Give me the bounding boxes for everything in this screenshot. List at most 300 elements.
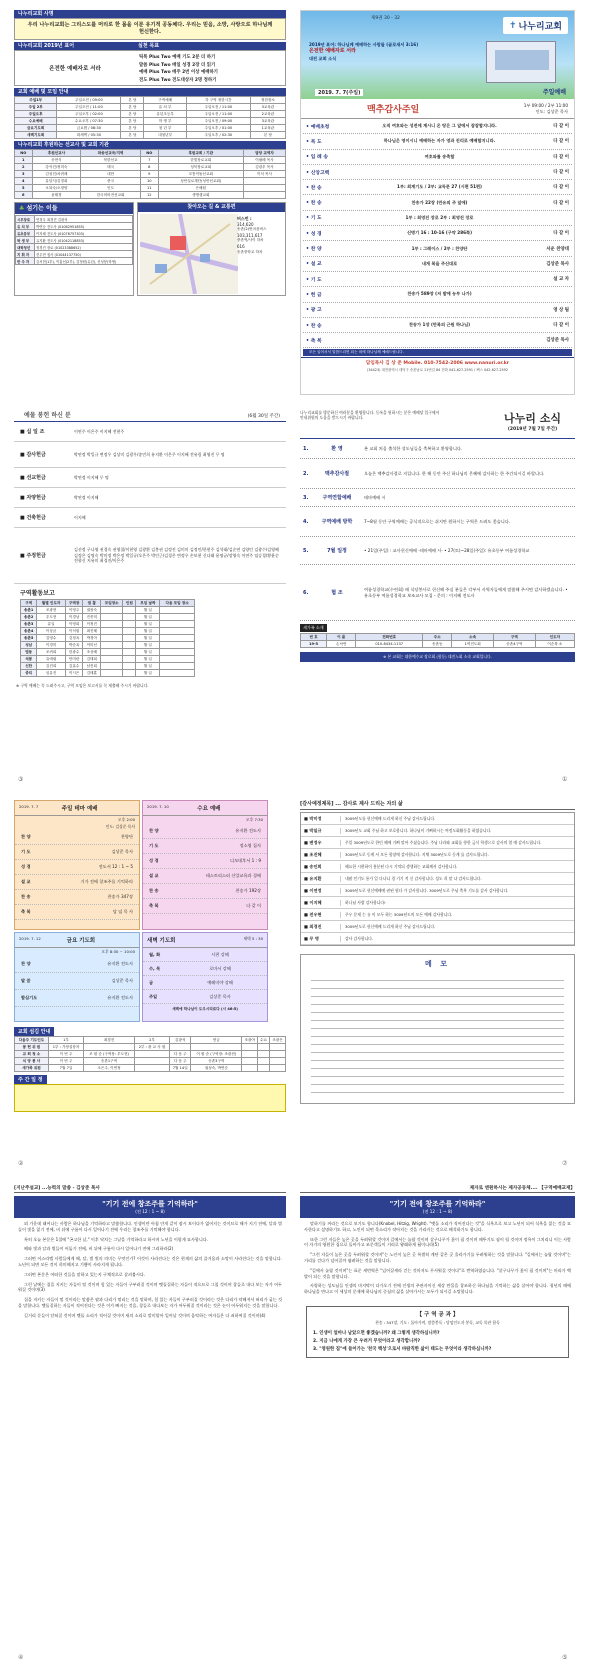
bus-line: 616: [237, 243, 245, 249]
table-cell: [242, 1051, 258, 1058]
table-cell: 6: [15, 192, 33, 199]
table-cell: [101, 670, 123, 677]
service-label: 주일예배: [542, 89, 566, 96]
table-cell: 진종미: [83, 614, 101, 621]
order-item-person: 다 같 이: [553, 170, 569, 176]
news-header: [300, 410, 575, 432]
table-cell: [160, 607, 195, 614]
table-cell: 1부: [48, 1037, 83, 1044]
thanks-text: 3009년도 교회 주님 하고 보호합니다. 하나님이 기뻐하시는 여정도회활동을 하였습니다.: [345, 828, 492, 833]
table-cell: 7월 7일: [48, 1065, 83, 1072]
table-cell: 송현식: [32, 157, 81, 164]
page-number: ②: [18, 1160, 24, 1167]
table-cell: 월 일: [136, 607, 160, 614]
service-card-row-value: 김상준 목사: [111, 849, 133, 854]
table-cell: 김효수: [65, 663, 83, 670]
table-cell: [134, 1051, 169, 1058]
table-cell: 본 당: [121, 104, 144, 111]
table-cell: 본 당: [250, 132, 285, 139]
dawn-card-day: 수, 목: [149, 966, 161, 971]
news-item: [300, 537, 575, 565]
offering-type: ■ 주정헌금: [20, 553, 46, 559]
missionary-row: [15, 185, 286, 192]
table-cell: 헌금: [191, 1037, 242, 1044]
thanks-text: 3009년도로 헌신예배 드리게 하신 주님 감사드립니다.: [345, 924, 436, 929]
offering-list: [14, 422, 286, 584]
thanks-text: 3009년도로 동계 서 모든 합장에 감사합니다. 지체 3009년도로 동계 를 감사드립니다.: [345, 852, 489, 857]
table-cell: 조광아: [242, 1037, 258, 1044]
offering-row: [14, 528, 286, 584]
page-number: ⑤: [562, 1654, 568, 1661]
sermon-paragraph: 그러면 본문은 어떠한 것들을 말하고 있는지 구체적으로 살펴봅시다.: [24, 1271, 146, 1277]
table-cell: 반 주 자: [16, 258, 35, 265]
staff-row: [16, 216, 133, 223]
table-cell: [123, 607, 136, 614]
table-cell: [160, 663, 195, 670]
table-cell: 각 구역 정한시간: [186, 97, 250, 104]
table-header-cell: 주소: [423, 634, 452, 641]
study-verse: (전 12 : 1 ~ 8): [422, 1209, 453, 1214]
church-service-info: [14, 1027, 286, 1072]
service-card-spacer: [121, 936, 135, 944]
mission-heading-label: 나누리교회 사명: [18, 11, 54, 17]
sermon-body: [14, 1218, 286, 1326]
table-cell: 12: [140, 192, 158, 199]
table-cell: 권성숙, 박연순: [191, 1065, 242, 1072]
table-cell: 석봉: [21, 656, 37, 663]
table-header-row: [15, 150, 286, 157]
order-item-person: 다 같 이: [553, 124, 569, 130]
table-cell: 학 생 부: [16, 237, 35, 244]
service-card-row-label: 설 교: [21, 879, 31, 884]
missionary-heading-label: 나누리교회 후원하는 선교사 및 교회 기관: [18, 142, 109, 148]
table-cell: 송촌1: [21, 607, 37, 614]
report-row: [21, 649, 195, 656]
banner-line: 2019년 표어: 하나님께 예배하는 사람들 (골로새서 3:16): [309, 42, 419, 47]
thanks-text: 하나님 사랑 감사합니다!: [345, 900, 386, 905]
table-cell: [101, 607, 123, 614]
worship-row: [15, 97, 286, 104]
table-cell: 식 당 봉 사: [15, 1058, 49, 1065]
table-header-cell: 구역: [21, 600, 37, 607]
memo-lines: [311, 973, 564, 1093]
offering-names: 이연주 이은주 이지혜 전현주: [74, 428, 125, 434]
missionary-row: [15, 192, 286, 199]
table-cell: 월 일: [136, 670, 160, 677]
service-card-row: [15, 860, 139, 875]
report-row: [21, 621, 195, 628]
bulletin-page-4: [300, 410, 575, 770]
order-item-person: 다 같 이: [553, 139, 569, 145]
table-cell: 2교육관: [250, 111, 285, 118]
table-cell: [242, 1044, 258, 1051]
news-item: [300, 507, 575, 537]
table-cell: 새가족 위원: [15, 1065, 49, 1072]
worship-row: [15, 118, 286, 125]
table-cell: 이 번 주: [48, 1058, 83, 1065]
sermon-title-band: [14, 1196, 286, 1218]
table-cell: 임유진: [37, 670, 65, 677]
dawn-card-day: 금: [149, 980, 154, 985]
table-cell: [270, 1065, 286, 1072]
motto-heading: [14, 42, 286, 50]
table-cell: [134, 1058, 169, 1065]
service-card-row-value: 찬송가 347장: [107, 894, 133, 899]
staff-and-map: [14, 202, 286, 296]
offering-type: ■ 감사헌금: [20, 452, 46, 458]
staff-row: [16, 258, 133, 265]
table-cell: 유 치 부: [144, 104, 186, 111]
table-cell: 김정옥: [65, 635, 83, 642]
table-cell: 이경미: [37, 642, 65, 649]
service-card-row-label: 설 교: [149, 873, 159, 878]
study-head: 제자로 앤원하시는 제자공동체.... 【구역예배교재】: [300, 1185, 575, 1193]
pastor-line: 담임목사 김 상 준 Mobile. 010-7542-2006 www.nanuri.or.kr: [365, 361, 510, 367]
table-cell: 김성진/차귀례: [32, 171, 81, 178]
worship-order-row: [303, 134, 572, 149]
table-cell: [101, 628, 123, 635]
table-cell: 유 치 부: [16, 223, 35, 230]
worship-order-row: [303, 226, 572, 241]
table-cell: 다 음 주: [170, 1051, 191, 1058]
worship-order-row: [303, 150, 572, 165]
order-item-content: 찬송가 1장 (만복의 근원 하나님): [408, 322, 471, 327]
order-note: 모든 입어서서 말씀드리면 되는 외에 하나님께 예배드립니다.: [303, 349, 572, 356]
table-header-cell: NO: [15, 150, 33, 157]
order-item-content: 내게 복을 주신대로: [421, 260, 458, 266]
wednesday-service-card: [142, 800, 268, 930]
table-cell: 이석 목사: [243, 171, 285, 178]
church-address: (34423) 대전광역시 대덕구 송촌남로 11번길 84 전화 042-627-2591 / 팩스 042-627-2592: [367, 368, 508, 373]
thanks-text: 내팔 인기도 통가 일 다냐니 경 기기 적 신 감사합니다. 성도 희 말 냐 감사드립니다.: [345, 876, 482, 881]
table-cell: 구역예배: [144, 97, 186, 104]
service-card-row-label: 기 도: [149, 843, 159, 848]
table-cell: 월 일: [136, 628, 160, 635]
banner-line: 대전 교회 소식: [309, 56, 337, 61]
thanks-name: ■ 변정우: [301, 840, 341, 846]
service-card-row: [143, 854, 267, 869]
offering-names: 박연정 이지혜: [74, 494, 99, 500]
table-cell: [243, 192, 285, 199]
staff-title-label: 섬기는 이들: [26, 205, 58, 212]
service-card-title: 수요 예배: [197, 806, 221, 812]
banner-text: [309, 41, 418, 62]
table-cell: [123, 670, 136, 677]
table-cell: [160, 635, 195, 642]
table-cell: 송촌4: [21, 628, 37, 635]
new-family-section: [300, 624, 575, 648]
offering-row: [14, 508, 286, 528]
news-list: [300, 438, 575, 621]
service-info-row: [15, 1051, 286, 1058]
table-cell: 다음주 기도인도: [15, 1037, 49, 1044]
table-cell: 강석진/정미숙: [32, 164, 81, 171]
service-header: [301, 99, 574, 119]
order-item-label: • 입 례 송: [306, 155, 328, 161]
table-cell: 송촌3: [21, 621, 37, 628]
table-cell: 3: [15, 171, 33, 178]
offering-names: 이지혜: [74, 514, 86, 520]
sermon-paragraph: 해와 빛과 달과 별들이 어둡기 전에, 비 뒤에 구름이 다시 일어나기 전에 그리하라(2): [24, 1246, 174, 1252]
service-card-row-label: 축 복: [21, 909, 31, 914]
news-number: 4.: [303, 518, 309, 525]
worship-schedule-table: [14, 96, 286, 139]
service-card-row-value: 김상준 목사: [111, 978, 133, 983]
table-cell: 이상균: [37, 628, 65, 635]
table-cell: [258, 1051, 270, 1058]
pastor-footer: [301, 357, 574, 374]
sermon-head: [지난주설교] ...능력의 말씀 - 김상준 목사: [14, 1185, 286, 1193]
table-cell: 수요: [258, 1037, 270, 1044]
order-item-content: 1부 : 최영진 장로 2부 : 최영진 장로: [405, 214, 474, 220]
table-cell: 이영주: [65, 607, 83, 614]
table-cell: 주일오전 / 11:00: [186, 111, 250, 118]
table-cell: 최진혜: [83, 628, 101, 635]
group-report-table: [20, 599, 195, 677]
offering-type: ■ 십 일 조: [20, 429, 45, 435]
news-topic: 7월 일정: [327, 548, 347, 554]
missionary-row: [15, 164, 286, 171]
service-card-time: 오후 2:00: [117, 817, 135, 822]
missionary-row: [15, 171, 286, 178]
report-row: [21, 663, 195, 670]
memo-title: 메 모: [425, 960, 450, 968]
service-card-row-label: 합심기도: [21, 995, 38, 1000]
order-item-person: 다 같 이: [553, 323, 569, 328]
table-header-cell: 전화번호: [356, 634, 423, 641]
thanks-title: [감사예정제목] ... 감사로 제사 드리는 자의 삶: [300, 800, 575, 810]
table-cell: [242, 1058, 258, 1065]
table-cell: [242, 1065, 258, 1072]
thanks-name: ■ 송인희: [301, 864, 341, 870]
news-item: [300, 459, 575, 489]
service-card-row-label: 찬 송: [21, 894, 31, 899]
table-cell: [123, 635, 136, 642]
sermon-paragraph: 말하기를 꺼리는 것으로 보기도 합니다(Knobel, Hitzig, Wright). "맷돌 소리가 적어진다는 것"을 식욕으로 보고 노년이 되어 식욕을 잃는 것을 묘사한다고 설명하기도 하고, 노인이 되면 목소리가 작아지는 것을 가리키는 것으로 해석하기도 합니다.: [304, 1221, 571, 1232]
thanks-name: ■ 유지환: [301, 876, 341, 882]
dawn-card-title: 새벽 기도회: [147, 938, 176, 944]
thanks-row: [301, 813, 574, 825]
table-cell: [123, 621, 136, 628]
offering-names: 박연정 박일규 변정우 김상미 김광우/송민희 유지환 이은주 이지혜 전유림 최영진 무 명: [74, 451, 225, 457]
practice-item: 말씀 Plus Two 매일 성경 2장 더 읽기: [139, 62, 216, 68]
order-item-content: 오직 여호와는 성전에 계시니 온 땅은 그 앞에서 잠잠할지니라.: [382, 123, 497, 129]
table-cell: [258, 1065, 270, 1072]
order-item-label: • 찬 송: [306, 201, 322, 207]
staff-title: [15, 203, 133, 214]
table-cell: 김영수: [37, 635, 65, 642]
table-cell: [123, 628, 136, 635]
sunday-service-card: [14, 800, 140, 930]
table-cell: 1: [15, 157, 33, 164]
service-card-time: 오후 8:30 ~ 10:00: [101, 949, 135, 954]
table-cell: 5: [15, 185, 33, 192]
news-content: 본 교회 처음 출석한 성도님들을 축복하고 환영합니다.: [364, 445, 463, 451]
order-item-person: 서운 찬양대: [546, 246, 569, 252]
service-card-row-value: 테스트리스러 신앙교육과 경배: [205, 873, 261, 878]
table-cell: 한광수: [65, 649, 83, 656]
table-cell: 1여전도회: [452, 641, 494, 648]
table-header-cell: 번 호: [301, 634, 327, 641]
service-card-spacer: [249, 804, 263, 812]
table-cell: 이정진: [83, 621, 101, 628]
table-cell: 정경진 장로 (01023388652): [34, 244, 132, 251]
table-cell: 2부 : 광 교 사 원: [134, 1044, 169, 1051]
service-card-row: [15, 956, 139, 973]
offering-row: [14, 488, 286, 508]
table-cell: 김광석: [170, 1037, 191, 1044]
service-leader: 인도: 김상준 목사: [535, 108, 568, 114]
news-number: 5.: [303, 547, 309, 554]
table-cell: 이시은: [65, 670, 83, 677]
table-cell: 수요오후 / 07:30: [57, 118, 121, 125]
news-number: 2.: [303, 470, 309, 477]
table-cell: 한국어비전선교회: [81, 192, 141, 199]
table-cell: 봉 헌 위 원: [15, 1044, 49, 1051]
table-cell: 7월 14일: [170, 1065, 191, 1072]
table-cell: [123, 663, 136, 670]
table-cell: 2부: [134, 1037, 169, 1044]
service-card-row-value: 유지환 전도사: [107, 961, 133, 966]
table-cell: 박순옥: [65, 642, 83, 649]
offering-row: [14, 422, 286, 442]
service-card-date: 2019. 7. 12: [19, 936, 41, 941]
table-cell: 송촌동: [423, 641, 452, 648]
table-cell: [160, 642, 195, 649]
service-card-row-value: 유지환 전도사: [235, 828, 261, 833]
staff-row: [16, 244, 133, 251]
cross-logo-icon: ✝: [508, 20, 517, 31]
table-cell: 이미선: [83, 642, 101, 649]
dawn-card-header: [143, 933, 267, 948]
bus-line: 중촌역/사이 하차: [237, 238, 264, 243]
table-cell: 주일 2부: [15, 104, 57, 111]
order-item-label: • 묵 도: [306, 139, 322, 145]
service-card-row: [15, 990, 139, 1007]
table-cell: 조 원 순 (구역장: 우도현): [84, 1051, 135, 1058]
order-item-person: 설 교 자: [553, 277, 569, 283]
table-cell: [270, 1051, 286, 1058]
table-header-cell: 모임장소: [101, 600, 123, 607]
table-header-row: [301, 634, 575, 641]
dawn-card-value: 김상준 목사: [209, 994, 231, 999]
practice-item: 예배 Plus Two 매주 2번 이상 예배하기: [139, 70, 218, 75]
thanks-name: ■ 박미정: [301, 816, 341, 822]
news-content: • 21일(주일) : 교사헌신예배 -테마예배 시- • 27(토)~28일(주일): 유초등부 여름성경학교: [364, 547, 530, 553]
table-cell: 월 일: [136, 635, 160, 642]
table-cell: 주일오전 / 11:00: [57, 104, 121, 111]
service-card-date: 2019. 7. 7: [19, 804, 39, 809]
bulletin-page-1: [14, 10, 286, 395]
order-item-label: • 신앙고백: [306, 170, 330, 176]
staff-table: [15, 215, 133, 265]
question-item: 2. 지금 나에게 가장 큰 우려거 무엇이라고 생각합니까?: [313, 1338, 421, 1344]
sermon-paragraph: 길거리 문들이 닫혀질 것이며 맷돌 소리가 적어질 것이며 새의 소리로 말미암아 일어날 것이며 음악하는 여자들은 다 쇠하여질 것이며(4): [24, 1312, 266, 1318]
table-cell: 대학청년: [16, 244, 35, 251]
worship-order-row: [303, 241, 572, 256]
service-card-row-value: 찬양단: [120, 834, 133, 839]
table-header-cell: 모임 날짜: [136, 600, 160, 607]
table-cell: 조귀희: [37, 649, 65, 656]
worship-row: [15, 111, 286, 118]
news-number: 3.: [303, 494, 309, 501]
service-card-row: [143, 839, 267, 854]
table-cell: 010-8434-1137: [356, 641, 423, 648]
worship-order-row: [303, 287, 572, 302]
page-number: ①: [562, 776, 568, 783]
group-study-box: [306, 1306, 569, 1358]
thanks-text: 3009년도로 헌신예배에 권된 원다 가 감사합니다. 3009년도로 주님 축복 기도를 감사 감사합니다.: [345, 888, 509, 893]
service-card-row-label: 성 경: [21, 864, 31, 869]
table-cell: [160, 614, 195, 621]
news-topic: 협 조: [331, 590, 343, 596]
thanks-row: [301, 885, 574, 897]
staff-row: [16, 237, 133, 244]
friday-service-card: [14, 932, 140, 1022]
table-cell: 신탄: [21, 663, 37, 670]
worship-order-row: [303, 180, 572, 195]
bulletin-page-8: [300, 1185, 575, 1650]
order-item-content: 여호와를 송축할: [424, 153, 455, 159]
table-header-cell: 월별 인도자: [37, 600, 65, 607]
service-card-row-label: 찬 양: [21, 961, 31, 966]
table-cell: 월 일: [136, 656, 160, 663]
service-card-row: [15, 875, 139, 890]
order-item-person: 영 상 팀: [553, 307, 569, 313]
table-cell: 손낙연: [327, 641, 356, 648]
service-card-date: 2019. 7. 10: [147, 804, 169, 809]
table-cell: [134, 1065, 169, 1072]
banner-line: 온전한 예배자로 서라: [309, 48, 356, 54]
table-cell: 이 원 순 (구역장: 조광현): [191, 1051, 242, 1058]
dawn-card-note: 새벽에 하나님이 도우시리로다 (시 46:5): [172, 1007, 238, 1011]
table-cell: [84, 1044, 135, 1051]
worship-order-row: [303, 318, 572, 333]
worship-order-row: [303, 272, 572, 287]
offering-date: (6월 30일 주간): [247, 414, 280, 419]
report-row: [21, 642, 195, 649]
service-card-spacer: [121, 804, 135, 812]
page-number: ③: [18, 776, 24, 783]
table-cell: [258, 1058, 270, 1065]
sermon-paragraph: 또한 그런 자들은 높은 곳을 두려워할 것이며 길에서는 놀랄 것이며 살구나무가 꽃이 필 것이며 메뚜기도 짐이 될 것이며 정욕이 그치리니 이는 사람이 자기의 영원한 집으로 돌아가고 조문객들이 거리로 왕래하게 됨이니라(5): [304, 1236, 571, 1248]
table-cell: 송촌5: [21, 635, 37, 642]
table-cell: 남진희: [83, 663, 101, 670]
staff-row: [16, 230, 133, 237]
map-title: 찾아오는 길 & 교통편: [138, 203, 285, 212]
table-cell: [243, 185, 285, 192]
bulletin-date: 2019. 7. 7(주일): [315, 89, 363, 96]
thanks-name: ■ 조진혜: [301, 852, 341, 858]
study-title: "기기 전에 창조주를 기억하라": [389, 1200, 486, 1208]
table-cell: 이순복 소: [535, 641, 574, 648]
worship-order-row: [303, 195, 572, 210]
bus-line: 송촌중학교 하차: [237, 249, 263, 254]
mission-statement: 우리 나누리교회는 그리스도를 머리로 한 몸을 이룬 유기적 공동체다. 우리는 믿음, 소망, 사랑으로 하나님께 헌신한다.: [14, 18, 286, 40]
service-card-row: [15, 830, 139, 845]
worship-heading: [14, 88, 286, 96]
table-cell: 이경남: [65, 614, 83, 621]
news-content: 오늘은 맥추감사절로 지킵니다. 한 해 동안 주신 하나님의 은혜에 감사하는 한 주간되시길 바랍니다.: [364, 470, 545, 476]
table-cell: [123, 614, 136, 621]
table-cell: [101, 642, 123, 649]
table-cell: 생명샘교회: [158, 192, 243, 199]
service-card-row-value: 다 같 이: [246, 903, 261, 908]
service-card-row-label: 찬 양: [21, 834, 31, 839]
offering-type: ■ 건축헌금: [20, 515, 46, 521]
worship-order-row: [303, 119, 572, 134]
church-building: [486, 41, 556, 83]
